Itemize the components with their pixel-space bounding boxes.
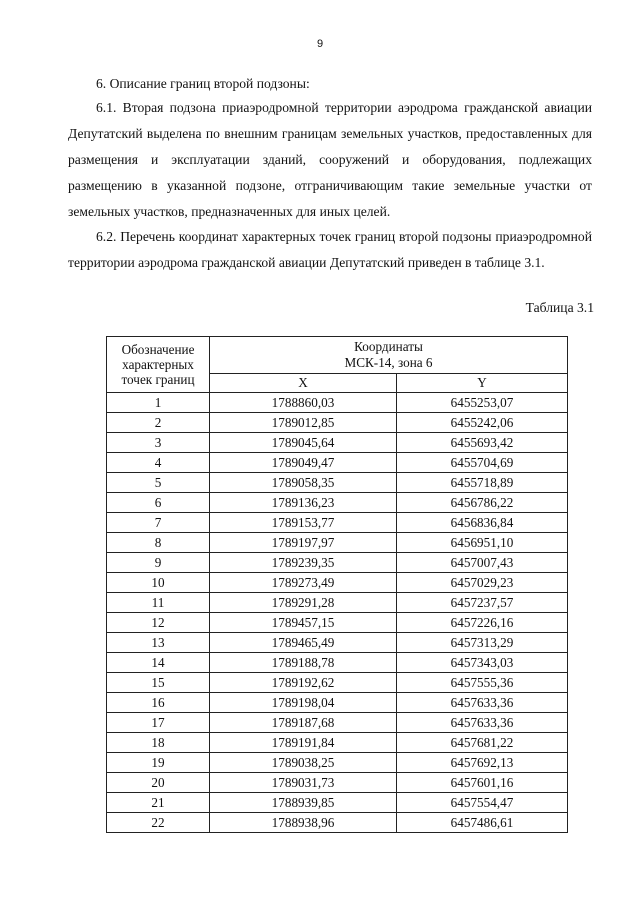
- point-number: 21: [107, 793, 210, 813]
- coord-y: 6455253,07: [397, 393, 568, 413]
- coord-x: 1788938,96: [210, 813, 397, 833]
- table-row: [107, 513, 568, 533]
- point-number: 22: [107, 813, 210, 833]
- point-number: 6: [107, 493, 210, 513]
- table-row: [107, 633, 568, 653]
- coord-x: 1789049,47: [210, 453, 397, 473]
- header-coordinates-title: Координаты: [354, 339, 423, 354]
- coord-x: 1789012,85: [210, 413, 397, 433]
- coord-x: 1789192,62: [210, 673, 397, 693]
- point-number: 19: [107, 753, 210, 773]
- table-row: [107, 673, 568, 693]
- table-caption: Таблица 3.1: [525, 300, 594, 315]
- coord-x: 1789198,04: [210, 693, 397, 713]
- coordinates-table: [106, 336, 568, 833]
- coord-x: 1789136,23: [210, 493, 397, 513]
- coord-x: 1789045,64: [210, 433, 397, 453]
- coord-x: 1789188,78: [210, 653, 397, 673]
- point-number: 5: [107, 473, 210, 493]
- header-coordinates: [210, 337, 568, 374]
- coord-x: 1788939,85: [210, 793, 397, 813]
- coord-y: 6457237,57: [397, 593, 568, 613]
- coord-x: 1789187,68: [210, 713, 397, 733]
- point-number: 18: [107, 733, 210, 753]
- table-row: [107, 393, 568, 413]
- point-number: 11: [107, 593, 210, 613]
- coord-y: 6455693,42: [397, 433, 568, 453]
- header-points: Обозначение характерных точек границ: [107, 337, 210, 393]
- coord-x: 1789031,73: [210, 773, 397, 793]
- point-number: 4: [107, 453, 210, 473]
- coord-y: 6457633,36: [397, 713, 568, 733]
- point-number: 13: [107, 633, 210, 653]
- table-row: [107, 793, 568, 813]
- point-number: 12: [107, 613, 210, 633]
- point-number: 17: [107, 713, 210, 733]
- table-row: [107, 753, 568, 773]
- header-coordinates-system: МСК-14, зона 6: [344, 355, 433, 370]
- coord-y: 6457313,29: [397, 633, 568, 653]
- table-body: [107, 393, 568, 833]
- table-row: [107, 713, 568, 733]
- coord-y: 6457029,23: [397, 573, 568, 593]
- paragraph-6-1: [68, 95, 592, 225]
- point-number: 15: [107, 673, 210, 693]
- table-row: [107, 493, 568, 513]
- coord-y: 6457633,36: [397, 693, 568, 713]
- section-heading-text: 6. Описание границ второй подзоны:: [96, 76, 310, 91]
- coord-x: 1789197,97: [210, 533, 397, 553]
- paragraph-6-2-text: 6.2. Перечень координат характерных точек границ второй подзоны приаэродромной территории аэродрома гражданской авиации Депутатский приведен в таблице 3.1.: [68, 229, 592, 270]
- coord-y: 6455718,89: [397, 473, 568, 493]
- table-row: [107, 593, 568, 613]
- table-row: [107, 573, 568, 593]
- table-row: [107, 813, 568, 833]
- coord-y: 6455242,06: [397, 413, 568, 433]
- coord-x: 1789465,49: [210, 633, 397, 653]
- coord-y: 6457555,36: [397, 673, 568, 693]
- paragraph-6-1-text: 6.1. Вторая подзона приаэродромной территории аэродрома гражданской авиации Депутатский выделена по внешним границам земельных участков, предоставленных для размещения и эксплуатации зданий, сооружений и оборудования, подлежащих размещению в указанной подзоне, отграничивающим такие земельные участки от земельных участков, предназначенных для иных целей.: [68, 100, 592, 219]
- table-row: [107, 533, 568, 553]
- coord-x: 1788860,03: [210, 393, 397, 413]
- coord-x: 1789191,84: [210, 733, 397, 753]
- table-row: [107, 613, 568, 633]
- coord-y: 6457692,13: [397, 753, 568, 773]
- table-row: [107, 413, 568, 433]
- table-row: [107, 433, 568, 453]
- coord-y: 6457343,03: [397, 653, 568, 673]
- point-number: 20: [107, 773, 210, 793]
- point-number: 10: [107, 573, 210, 593]
- point-number: 8: [107, 533, 210, 553]
- point-number: 16: [107, 693, 210, 713]
- table-row: [107, 553, 568, 573]
- point-number: 2: [107, 413, 210, 433]
- table-row: [107, 473, 568, 493]
- point-number: 9: [107, 553, 210, 573]
- point-number: 1: [107, 393, 210, 413]
- point-number: 14: [107, 653, 210, 673]
- coord-y: 6457226,16: [397, 613, 568, 633]
- table-row: [107, 733, 568, 753]
- header-x: X: [210, 374, 397, 393]
- table-header-row: [107, 337, 568, 374]
- table-row: [107, 453, 568, 473]
- coord-y: 6455704,69: [397, 453, 568, 473]
- coord-y: 6456951,10: [397, 533, 568, 553]
- table-row: [107, 653, 568, 673]
- coord-x: 1789457,15: [210, 613, 397, 633]
- page-number: 9: [316, 38, 324, 50]
- coord-y: 6456836,84: [397, 513, 568, 533]
- coord-y: 6457486,61: [397, 813, 568, 833]
- coord-y: 6457601,16: [397, 773, 568, 793]
- coord-x: 1789058,35: [210, 473, 397, 493]
- coord-x: 1789038,25: [210, 753, 397, 773]
- coord-y: 6457007,43: [397, 553, 568, 573]
- point-number: 3: [107, 433, 210, 453]
- table-row: [107, 773, 568, 793]
- paragraph-6-2: [68, 224, 592, 276]
- point-number: 7: [107, 513, 210, 533]
- coord-x: 1789153,77: [210, 513, 397, 533]
- coord-y: 6456786,22: [397, 493, 568, 513]
- coord-y: 6457554,47: [397, 793, 568, 813]
- coord-y: 6457681,22: [397, 733, 568, 753]
- section-heading: [68, 71, 592, 97]
- coord-x: 1789239,35: [210, 553, 397, 573]
- header-y: Y: [397, 374, 568, 393]
- coord-x: 1789273,49: [210, 573, 397, 593]
- table-row: [107, 693, 568, 713]
- coord-x: 1789291,28: [210, 593, 397, 613]
